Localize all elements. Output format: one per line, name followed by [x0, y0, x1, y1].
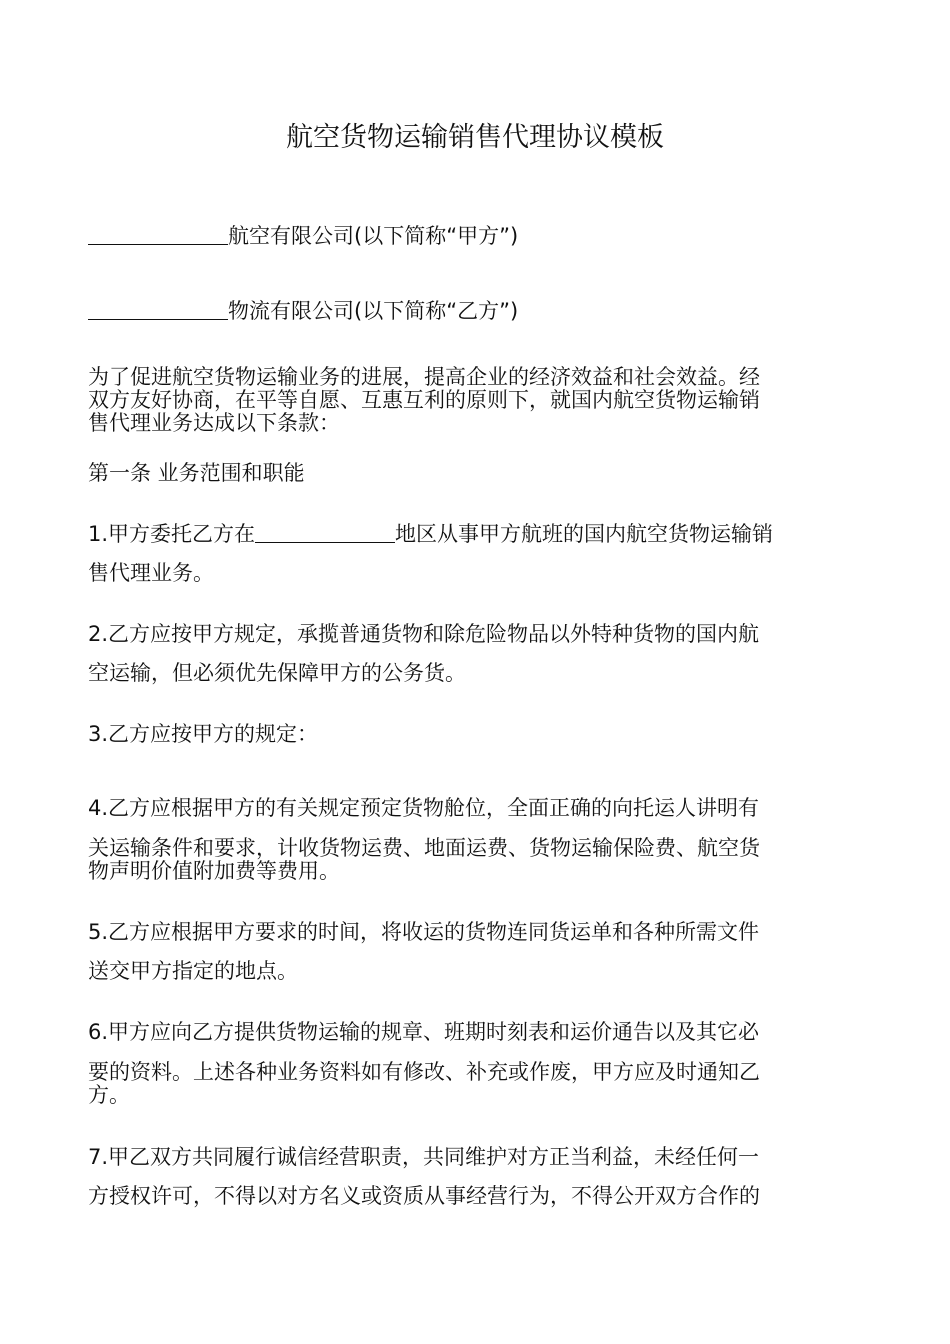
intro-line-3: 售代理业务达成以下条款： [88, 411, 340, 435]
intro-line-2: 双方友好协商，在平等自愿、互惠互利的原则下，就国内航空货物运输销 [88, 388, 760, 412]
intro-line-1: 为了促进航空货物运输业务的进展，提高企业的经济效益和社会效益。经 [88, 365, 760, 389]
clause-5-line-1: 5.乙方应根据甲方要求的时间，将收运的货物连同货运单和各种所需文件 [88, 920, 760, 944]
party-a-text: 航空有限公司(以下简称“甲方”) [228, 224, 519, 248]
party-b-line [88, 297, 868, 324]
clause-1-prefix: 1.甲方委托乙方在 [88, 522, 256, 546]
article-1-heading: 第一条 业务范围和职能 [88, 461, 305, 485]
clause-6-line-2: 要的资料。上述各种业务资料如有修改、补充或作废，甲方应及时通知乙 [88, 1060, 760, 1084]
clause-1-line-1 [88, 520, 868, 547]
party-a-line [88, 222, 868, 249]
clause-4-line-3: 物声明价值附加费等费用。 [88, 859, 340, 883]
clause-2-line-2: 空运输，但必须优先保障甲方的公务货。 [88, 661, 466, 685]
party-b-blank[interactable] [88, 297, 228, 320]
clause-1-suffix: 地区从事甲方航班的国内航空货物运输销 [395, 522, 774, 546]
document-title: 航空货物运输销售代理协议模板 [286, 122, 664, 153]
clause-4-line-1: 4.乙方应根据甲方的有关规定预定货物舱位，全面正确的向托运人讲明有 [88, 796, 760, 820]
party-a-blank[interactable] [88, 222, 228, 245]
clause-7-line-2: 方授权许可，不得以对方名义或资质从事经营行为，不得公开双方合作的 [88, 1184, 760, 1208]
clause-6-line-3: 方。 [88, 1083, 130, 1107]
clause-4-line-2: 关运输条件和要求，计收货物运费、地面运费、货物运输保险费、航空货 [88, 836, 760, 860]
clause-3-line-1: 3.乙方应按甲方的规定： [88, 722, 319, 746]
clause-2-line-1: 2.乙方应按甲方规定，承揽普通货物和除危险物品以外特种货物的国内航 [88, 622, 760, 646]
clause-1-region-blank[interactable] [255, 520, 395, 543]
clause-1-line-2: 售代理业务。 [88, 561, 214, 585]
clause-5-line-2: 送交甲方指定的地点。 [88, 959, 298, 983]
clause-7-line-1: 7.甲乙双方共同履行诚信经营职责，共同维护对方正当利益，未经任何一 [88, 1145, 760, 1169]
clause-6-line-1: 6.甲方应向乙方提供货物运输的规章、班期时刻表和运价通告以及其它必 [88, 1020, 760, 1044]
party-b-text: 物流有限公司(以下简称“乙方”) [228, 299, 519, 323]
